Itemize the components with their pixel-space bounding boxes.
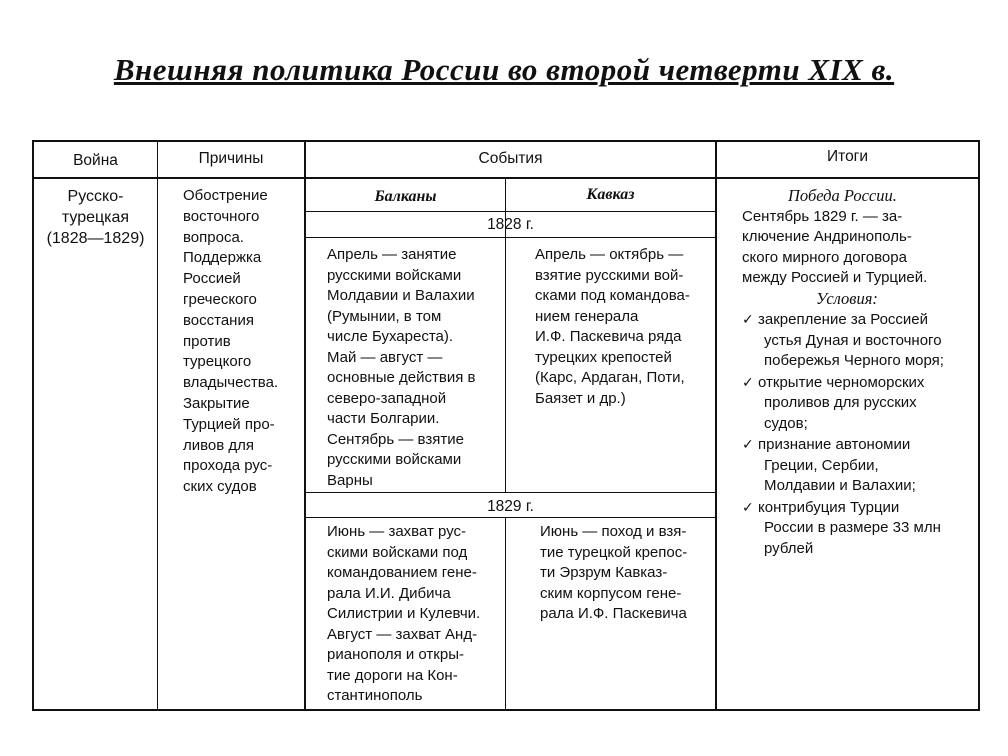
caucasus-1828-line: (Карс, Ардаган, Поти, — [535, 369, 685, 386]
balkans-1828-line: Молдавии и Валахии — [327, 287, 475, 304]
table-border-right — [978, 140, 980, 711]
balkans-1829-text — [327, 522, 503, 707]
results-item — [742, 309, 976, 372]
results-item — [742, 372, 976, 435]
table-border-top — [32, 140, 980, 142]
balkans-1828-line: северо-западной — [327, 389, 447, 407]
balkans-1829-line: командованием гене- — [327, 564, 477, 581]
results-item — [742, 434, 976, 497]
reasons-line: против — [183, 332, 231, 350]
page-title: Внешняя политика России во второй четверти XIX в. — [113, 52, 895, 87]
balkans-1828-line: русскими войсками — [327, 266, 462, 284]
reasons-line: Закрытие — [183, 394, 250, 412]
caucasus-1828-line: взятие русскими вой- — [535, 266, 684, 284]
reasons-line: ских судов — [183, 478, 257, 496]
results-item-line: проливов для русских — [764, 394, 917, 411]
results-item-line: Греции, Сербии, — [764, 456, 879, 474]
header-war: Война — [73, 152, 118, 169]
header-reasons: Причины — [198, 150, 264, 167]
reasons-line: турецкого — [183, 353, 252, 371]
war-line: (1828—1829) — [46, 230, 145, 247]
caucasus-1829-line: Июнь — поход и взя- — [540, 523, 687, 540]
results-text — [742, 186, 976, 559]
reasons-line: ливов для — [183, 436, 255, 454]
reasons-line: восстания — [183, 311, 254, 329]
check-icon: ✓ — [742, 373, 754, 390]
balkans-1828-line: Май — август — — [327, 348, 443, 366]
results-item-line: судов; — [764, 414, 808, 432]
reasons-line: владычества. — [183, 374, 279, 392]
caucasus-1828-line: Баязет и др.) — [535, 389, 626, 407]
header-results: Итоги — [827, 148, 868, 165]
results-item-line: побережья Черного моря; — [764, 352, 944, 369]
reasons-line: Россией — [183, 270, 241, 288]
results-item-line: закрепление за Россией — [758, 311, 929, 328]
results-item-line: контрибуция Турции — [758, 498, 900, 516]
caucasus-1829-line: ти Эрзрум Кавказ- — [540, 564, 668, 581]
check-icon: ✓ — [742, 436, 754, 452]
caucasus-1829-line: рала И.Ф. Паскевича — [540, 605, 687, 622]
balkans-1829-line: Август — захват Анд- — [327, 625, 478, 643]
results-item — [742, 497, 976, 560]
check-icon: ✓ — [742, 311, 754, 327]
reasons-line: Поддержка — [183, 249, 262, 267]
balkans-1829-line: Силистрии и Кулевчи. — [327, 605, 481, 622]
balkans-1829-line: рианополя и откры- — [327, 646, 464, 663]
results-item-line: признание автономии — [758, 436, 911, 453]
results-intro-line: между Россией и Турцией. — [742, 269, 928, 286]
results-victory: Победа России. — [788, 186, 897, 205]
header-events: События — [478, 150, 543, 167]
col-divider-1 — [157, 140, 158, 711]
year-1828-divider — [305, 237, 716, 238]
caucasus-1828-line: Апрель — октябрь — — [535, 246, 684, 263]
reasons-line: Турцией про- — [183, 415, 275, 433]
balkans-1828-text — [327, 245, 503, 491]
balkans-1829-line: стантинополь — [327, 687, 423, 704]
results-item-line: рублей — [764, 539, 814, 557]
balkans-1829-line: скими войсками под — [327, 543, 468, 561]
caucasus-1828-line: сками под командова- — [535, 287, 690, 304]
war-name — [34, 186, 157, 249]
balkans-1828-line: русскими войсками — [327, 451, 462, 468]
col-divider-3 — [715, 140, 717, 711]
results-item-line: открытие черноморских — [758, 373, 925, 391]
balkans-1828-line: Сентябрь — взятие — [327, 430, 464, 448]
subheader-caucasus: Кавказ — [586, 186, 635, 203]
balkans-1828-line: числе Бухареста). — [327, 328, 454, 345]
year-1829-top-divider — [305, 492, 716, 493]
table-border-bottom — [32, 709, 980, 711]
balkans-1829-line: тие дороги на Кон- — [327, 666, 458, 684]
balkans-1828-line: (Румынии, в том — [327, 307, 442, 325]
caucasus-1828-line: турецких крепостей — [535, 348, 672, 366]
results-intro-line: Сентябрь 1829 г. — за- — [742, 207, 903, 225]
balkans-1828-line: части Болгарии. — [327, 410, 440, 427]
balkans-1828-line: Варны — [327, 471, 373, 489]
caucasus-1828-line: нием генерала — [535, 307, 639, 325]
subheader-divider — [305, 211, 716, 212]
reasons-line: восточного — [183, 207, 260, 225]
caucasus-1829-line: тие турецкой крепос- — [540, 543, 688, 561]
results-intro-line: ского мирного договора — [742, 248, 907, 266]
reasons-text — [183, 186, 303, 498]
year-1829: 1829 г. — [487, 498, 534, 515]
caucasus-1828-text — [535, 245, 713, 409]
war-line: турецкая — [61, 209, 130, 226]
header-divider — [32, 177, 980, 179]
year-1829-bottom-divider — [305, 517, 716, 518]
reasons-line: Обострение — [183, 187, 268, 204]
reasons-line: греческого — [183, 290, 257, 308]
caucasus-1829-line: ским корпусом гене- — [540, 584, 682, 602]
year-1828: 1828 г. — [487, 216, 534, 233]
caucasus-1829-text — [540, 522, 714, 625]
war-line: Русско- — [67, 188, 124, 205]
results-intro-line: ключение Андринополь- — [742, 228, 912, 245]
col-divider-events-1828 — [505, 237, 506, 492]
results-conditions-label: Условия: — [816, 288, 878, 308]
reasons-line: вопроса. — [183, 228, 244, 246]
reasons-line: прохода рус- — [183, 457, 273, 475]
col-divider-events-1829 — [505, 517, 506, 710]
balkans-1829-line: рала И.И. Дибича — [327, 584, 451, 602]
check-icon: ✓ — [742, 498, 754, 515]
subheader-balkans: Балканы — [374, 188, 437, 205]
results-item-line: России в размере 33 млн — [764, 519, 941, 536]
results-item-line: устья Дуная и восточного — [764, 331, 942, 349]
caucasus-1828-line: И.Ф. Паскевича ряда — [535, 328, 682, 345]
balkans-1828-line: Апрель — занятие — [327, 246, 457, 263]
balkans-1828-line: основные действия в — [327, 369, 476, 386]
results-item-line: Молдавии и Валахии; — [764, 477, 916, 494]
balkans-1829-line: Июнь — захват рус- — [327, 523, 467, 540]
